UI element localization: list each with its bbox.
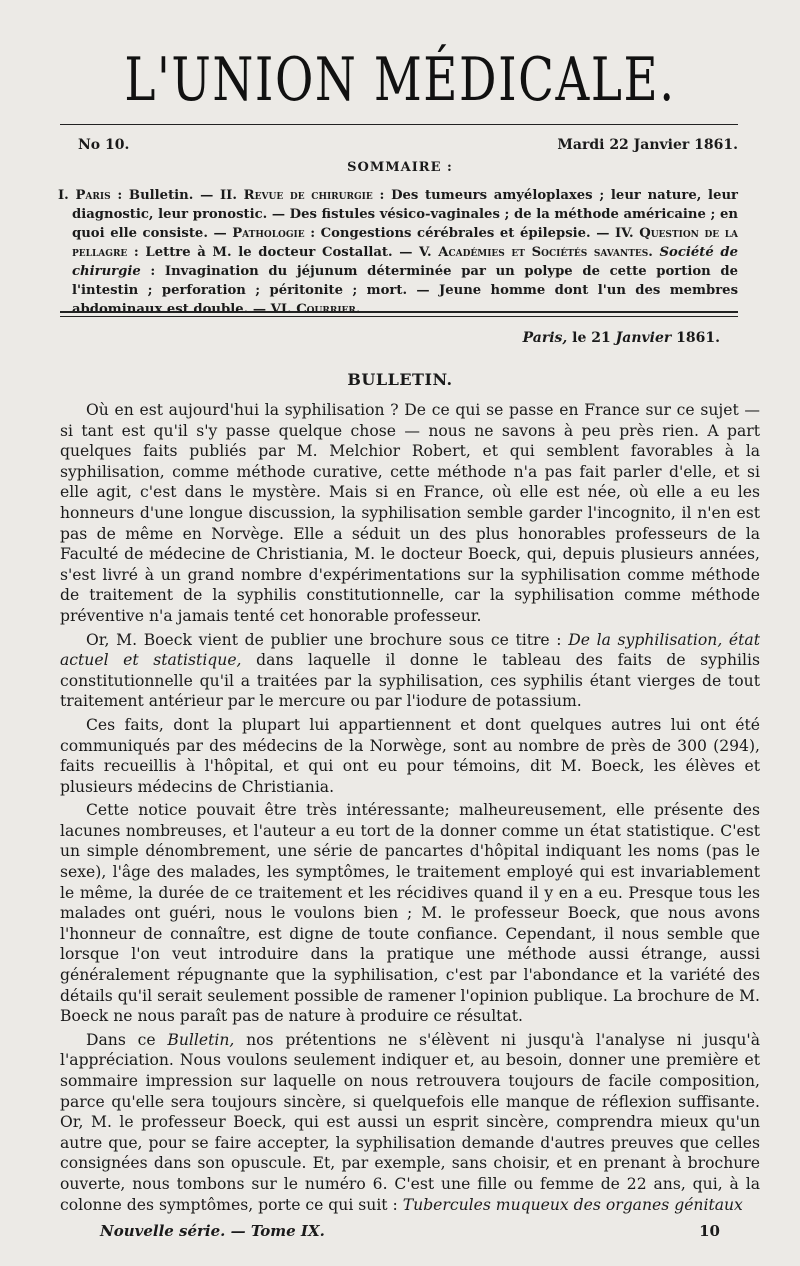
- dateline: Paris, le 21 Janvier 1861.: [522, 330, 720, 346]
- page-footer: [100, 1222, 720, 1240]
- article-paragraph: Dans ce Bulletin, nos prétentions ne s'élèvent ni jusqu'à l'analyse ni jusqu'à l'appréciation. Nous voulons seulement indiquer et, au besoin, donner une première et sommaire impression sur laquelle on nous retrouvera toujours de facile composition, parce qu'elle sera toujours sincère, si quelquefois elle manque de réflexion suffisante. Or, M. le professeur Boeck, qui est aussi un esprit sincère, comprendra mieux qu'un autre que, pour se faire accepter, la syphilisation demande d'autres preuves que celles consignées dans son opuscule. Et, par exemple, sans choisir, et en prenant à brochure ouverte, nous tombons sur le numéro 6. C'est une fille ou femme de 22 ans, qui, à la colonne des symptômes, porte ce qui suit : Tubercules muqueux des organes génitaux: [60, 1030, 760, 1214]
- masthead-title: L'UNION MÉDICALE.: [124, 45, 676, 115]
- page-number: 10: [699, 1222, 720, 1240]
- article-body: [60, 400, 760, 1218]
- issue-number: No 10.: [78, 137, 130, 153]
- masthead-rule: [60, 124, 738, 125]
- issue-date: Mardi 22 Janvier 1861.: [557, 137, 738, 153]
- sommaire-paragraph: I. Paris : Bulletin. — II. Revue de chirurgie : Des tumeurs amyéloplaxes ; leur nature, leur diagnostic, leur pronostic. — Des fistules vésico-vaginales ; de la méthode américaine ; en quoi elle consiste. — Pathologie : Congestions cérébrales et épilepsie. — IV. Question de la pellagre : Lettre à M. le docteur Costallat. — V. Académies et Sociétés savantes. Société de chirurgie : Invagination du jéjunum déterminée par un polype de cette portion de l'intestin ; perforation ; péritonite ; mort. — Jeune homme dont l'un des membres abdominaux est double. — VI. Courrier.: [58, 188, 739, 317]
- section-double-rule: [60, 311, 738, 317]
- article-paragraph: Or, M. Boeck vient de publier une brochure sous ce titre : De la syphilisation, état actuel et statistique, dans laquelle il donne le tableau des faits de syphilis constitutionnelle qu'il a traitées par la syphilisation, ces syphilis étant vierges de tout traitement antérieur par le mercure ou par l'iodure de potassium.: [60, 630, 760, 711]
- issue-line: [78, 137, 738, 153]
- article-paragraph: Cette notice pouvait être très intéressante; malheureusement, elle présente des lacunes nombreuses, et l'auteur a eu tort de la donner comme un état statistique. C'est un simple dénombrement, une série de pancartes d'hôpital indiquant les noms (pas le sexe), l'âge des malades, les symptômes, le traitement employé qui est invariablement le même, la durée de ce traitement et les récidives quand il y en a eu. Presque tous les malades ont guéri, nous le voulons bien ; M. le professeur Boeck, que nous avons l'honneur de connaître, est digne de toute confiance. Cependant, il nous semble que lorsque l'on veut introduire dans la pratique une méthode aussi étrange, aussi généralement répugnante que la syphilisation, c'est par l'abondance et la variété des détails qu'il serait seulement possible de ramener l'opinion publique. La brochure de M. Boeck ne nous paraît pas de nature à produire ce résultat.: [60, 801, 760, 1026]
- sommaire-heading: SOMMAIRE :: [347, 160, 453, 175]
- article-paragraph: Où en est aujourd'hui la syphilisation ? De ce qui se passe en France sur ce sujet — si tant est qu'il s'y passe quelque chose — nous ne savons à peu près rien. A part quelques faits publiés par M. Melchior Robert, et qui semblent favorables à la syphilisation, comme méthode curative, cette méthode n'a pas fait parler d'elle, et si elle agit, c'est dans le mystère. Mais si en France, où elle est née, où elle a eu les honneurs d'une longue discussion, la syphilisation semble garder l'incognito, il n'en est pas de même en Norvège. Elle a séduit un des plus honorables professeurs de la Faculté de médecine de Christiania, M. le docteur Boeck, qui, depuis plusieurs années, s'est livré à un grand nombre d'expérimentations sur la syphilisation comme méthode de traitement de la syphilis constitutionnelle, car la syphilisation comme méthode préventive n'a jamais tenté cet honorable professeur.: [60, 401, 760, 625]
- article-paragraph: Ces faits, dont la plupart lui appartiennent et dont quelques autres lui ont été communiqués par des médecins de la Norwège, sont au nombre de près de 300 (294), faits recueillis à l'hôpital, et qui ont eu pour témoins, dit M. Boeck, les élèves et plusieurs médecins de Christiania.: [60, 715, 760, 796]
- series-label: Nouvelle série. — Tome IX.: [100, 1222, 325, 1240]
- sommaire-contents: [58, 186, 738, 319]
- bulletin-heading: BULLETIN.: [347, 370, 453, 389]
